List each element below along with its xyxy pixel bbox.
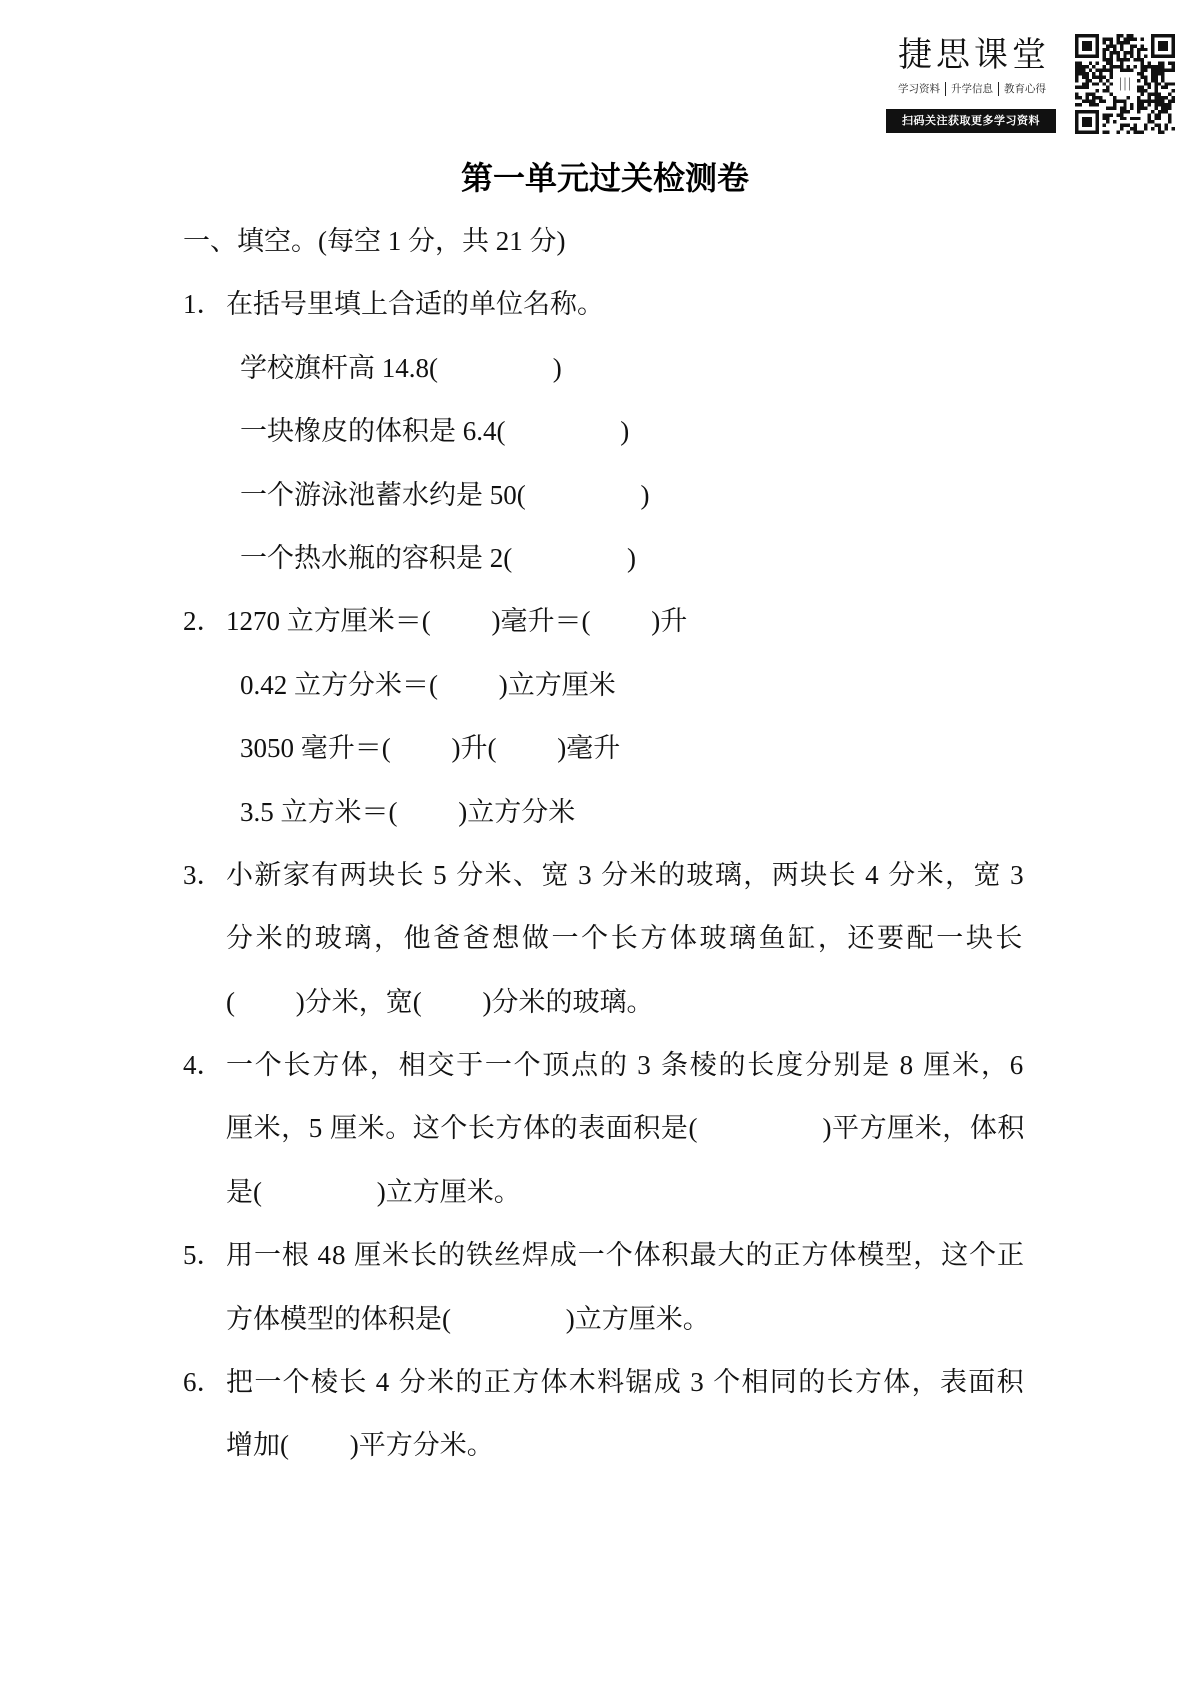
section-heading bbox=[183, 210, 1025, 273]
question-text: 增加( )平方分米。 bbox=[226, 1430, 494, 1461]
sub-item-text: 3050 毫升＝( )升( )毫升 bbox=[240, 733, 621, 764]
question-number: 6． bbox=[183, 1367, 224, 1398]
sub-item-text: 一个热水瓶的容积是 2( ) bbox=[240, 542, 636, 573]
question-text: 小新家有两块长 5 分米、宽 3 分米的玻璃，两块长 4 分米，宽 3 bbox=[226, 859, 1025, 890]
page-title: 第一单元过关检测卷 bbox=[460, 160, 749, 196]
question-text: ( )分米，宽( )分米的玻璃。 bbox=[226, 986, 654, 1017]
question-6-line-2 bbox=[183, 1414, 1025, 1477]
question-4-line-3 bbox=[183, 1161, 1025, 1224]
scan-qr-banner: 扫码关注获取更多学习资料 bbox=[886, 109, 1056, 133]
sub-item-text: 一块橡皮的体积是 6.4( ) bbox=[240, 416, 630, 447]
qr-code bbox=[1075, 34, 1175, 134]
question-1-item-4 bbox=[183, 527, 1025, 590]
sub-item-text: 学校旗杆高 14.8( ) bbox=[240, 352, 562, 383]
brand-tags bbox=[886, 82, 1058, 96]
question-1-line-1 bbox=[183, 273, 1025, 336]
question-1-item-1 bbox=[183, 337, 1025, 400]
question-5-line-2 bbox=[183, 1288, 1025, 1351]
question-number: 3． bbox=[183, 859, 224, 890]
sub-item-text: 0.42 立方分米＝( )立方厘米 bbox=[240, 669, 616, 700]
question-4-line-1 bbox=[183, 1034, 1025, 1097]
question-text: 一个长方体，相交于一个顶点的 3 条棱的长度分别是 8 厘米，6 bbox=[226, 1050, 1025, 1081]
question-text: 把一个棱长 4 分米的正方体木料锯成 3 个相同的长方体，表面积 bbox=[226, 1367, 1025, 1398]
question-5-line-1 bbox=[183, 1224, 1025, 1287]
section-heading-text: 一、填空。(每空 1 分，共 21 分) bbox=[183, 226, 566, 256]
question-3-line-2 bbox=[183, 907, 1025, 970]
question-3-line-3 bbox=[183, 971, 1025, 1034]
brand-tag-study-materials: 学习资料 bbox=[898, 83, 940, 95]
question-4-line-2 bbox=[183, 1097, 1025, 1160]
question-3-line-1 bbox=[183, 844, 1025, 907]
question-text: 分米的玻璃，他爸爸想做一个长方体玻璃鱼缸，还要配一块长 bbox=[226, 923, 1025, 954]
question-2-line-1 bbox=[183, 590, 1025, 653]
sub-item-text: 一个游泳池蓄水约是 50( ) bbox=[240, 479, 650, 510]
question-list bbox=[183, 210, 1025, 1478]
question-2-item-1 bbox=[183, 654, 1025, 717]
question-number: 4． bbox=[183, 1050, 224, 1081]
question-1-item-3 bbox=[183, 464, 1025, 527]
question-text: 1270 立方厘米＝( )毫升＝( )升 bbox=[226, 606, 688, 637]
question-number: 5． bbox=[183, 1240, 224, 1271]
question-text: 是( )立方厘米。 bbox=[226, 1176, 521, 1207]
brand-logo: 捷思课堂 bbox=[898, 35, 1050, 75]
question-text: 用一根 48 厘米长的铁丝焊成一个体积最大的正方体模型，这个正 bbox=[226, 1240, 1025, 1271]
sub-item-text: 3.5 立方米＝( )立方分米 bbox=[240, 796, 576, 827]
question-number: 2． bbox=[183, 606, 224, 637]
question-2-item-2 bbox=[183, 717, 1025, 780]
question-text: 厘米，5 厘米。这个长方体的表面积是( )平方厘米，体积 bbox=[226, 1113, 1025, 1144]
question-6-line-1 bbox=[183, 1351, 1025, 1414]
question-number: 1． bbox=[183, 289, 224, 320]
question-1-item-2 bbox=[183, 400, 1025, 463]
brand-tag-education-notes: 教育心得 bbox=[998, 82, 1051, 96]
question-text: 方体模型的体积是( )立方厘米。 bbox=[226, 1303, 710, 1334]
question-2-item-3 bbox=[183, 781, 1025, 844]
brand-tag-admission-info: 升学信息 bbox=[945, 82, 998, 96]
question-text: 在括号里填上合适的单位名称。 bbox=[226, 289, 604, 320]
